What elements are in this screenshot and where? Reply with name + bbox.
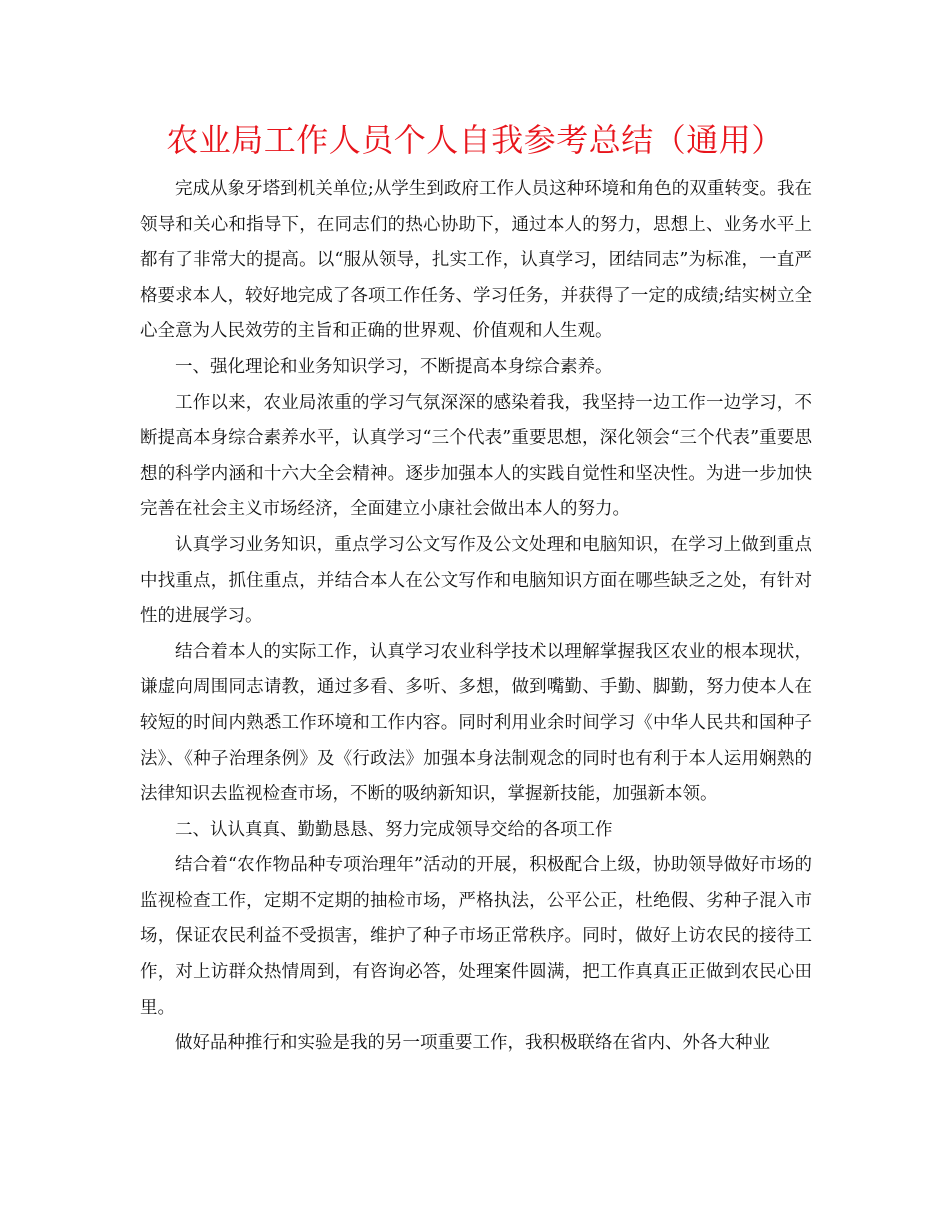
paragraph: 完成从象牙塔到机关单位;从学生到政府工作人员这种环境和角色的双重转变。我在领导和关心和指导下，在同志们的热心协助下，通过本人的努力，思想上、业务水平上都有了非常大的提高。以“服从领导，扎实工作，认真学习，团结同志”为标准，一直严格要求本人，较好地完成了各项工作任务、学习任务，并获得了一定的成绩;结实树立全心全意为人民效劳的主旨和正确的世界观、价值观和人生观。 <box>140 179 812 342</box>
paragraph: 工作以来，农业局浓重的学习气氛深深的感染着我，我坚持一边工作一边学习，不断提高本身综合素养水平，认真学习“三个代表”重要思想，深化领会“三个代表”重要思想的科学内涵和十六大全会精神。逐步加强本人的实践自觉性和坚决性。为进一步加快完善在社会主义市场经济，全面建立小康社会做出本人的努力。 <box>140 392 812 520</box>
section-heading: 一、强化理论和业务知识学习，不断提高本身综合素养。 <box>175 356 613 377</box>
document-title: 农业局工作人员个人自我参考总结（通用） <box>166 121 784 159</box>
paragraph: 结合着本人的实际工作，认真学习农业科学技术以理解掌握我区农业的根本现状，谦虚向周围同志请教，通过多看、多听、多想，做到嘴勤、手勤、脚勤，努力使本人在较短的时间内熟悉工作环境和工作内容。同时利用业余时间学习《中华人民共和国种子法》、《种子治理条例》及《行政法》加强本身法制观念的同时也有利于本人运用娴熟的法律知识去监视检查市场，不断的吸纳新知识，掌握新技能，加强新本领。 <box>140 641 812 805</box>
document-body <box>140 172 812 1062</box>
paragraph: 结合着“农作物品种专项治理年”活动的开展，积极配合上级，协助领导做好市场的监视检查工作，定期不定期的抽检市场，严格执法，公平公正，杜绝假、劣种子混入市场，保证农民利益不受损害，维护了种子市场正常秩序。同时，做好上访农民的接待工作，对上访群众热情周到，有咨询必答，处理案件圆满，把工作真真正正做到农民心田里。 <box>140 855 812 1018</box>
section-heading: 二、认认真真、勤勤恳恳、努力完成领导交给的各项工作 <box>175 819 613 840</box>
paragraph: 做好品种推行和实验是我的另一项重要工作，我积极联络在省内、外各大种业 <box>175 1033 770 1054</box>
paragraph: 认真学习业务知识，重点学习公文写作及公文处理和电脑知识，在学习上做到重点中找重点，抓住重点，并结合本人在公文写作和电脑知识方面在哪些缺乏之处，有针对性的进展学习。 <box>140 534 812 627</box>
